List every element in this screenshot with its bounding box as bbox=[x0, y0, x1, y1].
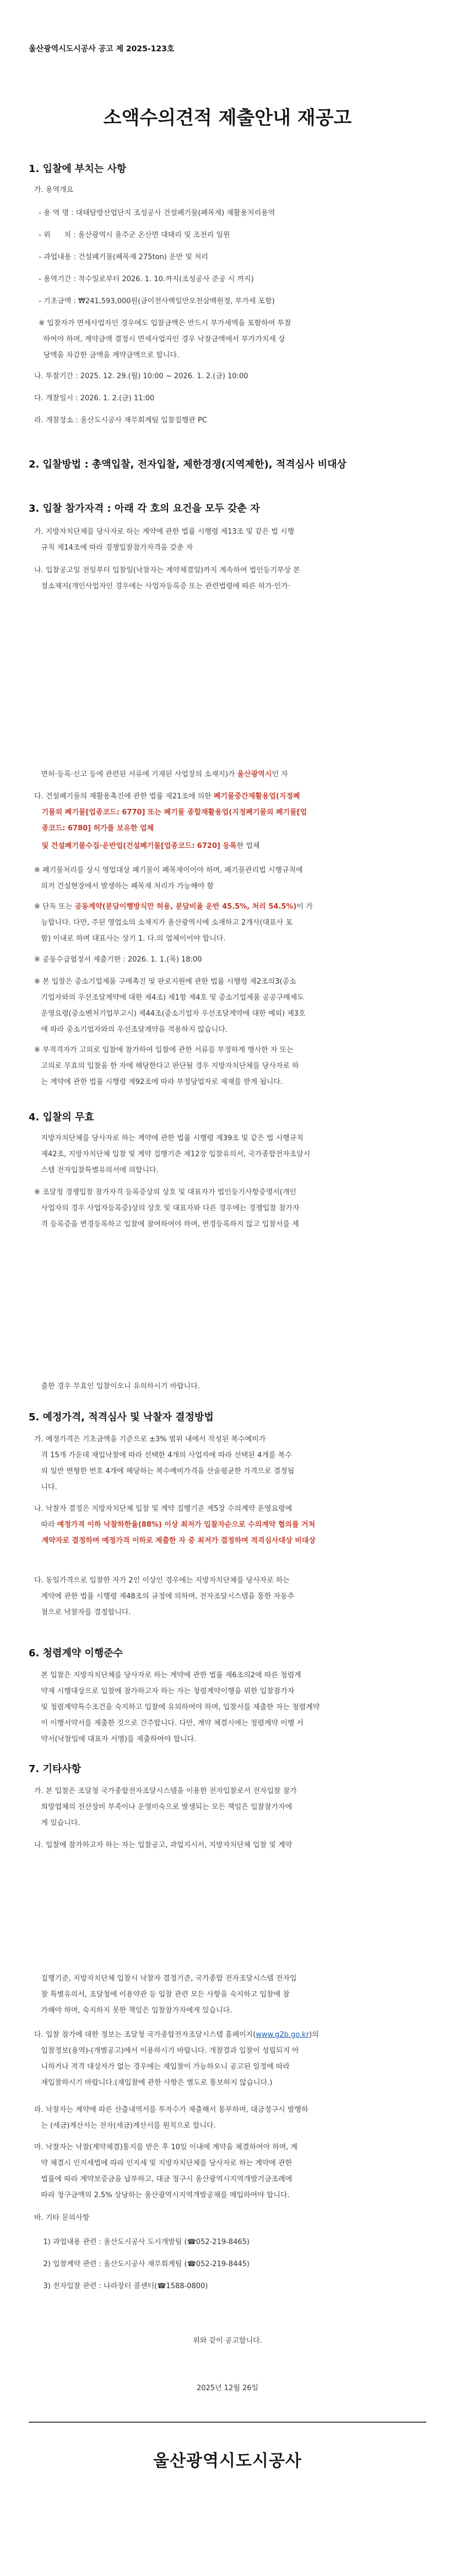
s3-c-region: 울산광역시 bbox=[237, 770, 272, 779]
s3-n1: ※ 폐기물처리를 상시 영업대상 폐기물이 폐목재이어야 하며, 폐기물관리법 시행규칙에 의거 건설현장에서 발생하는 폐목재 처리가 가능해야 함 bbox=[34, 866, 303, 890]
s5-b-text: 나. 낙찰자 결정은 지방자치단체 입찰 및 계약 집행기준 제5장 수의계약 운영요령에 따라 bbox=[34, 1505, 292, 1529]
s3-n4: ※ 본 입찰은 중소기업제품 구매촉진 및 판로지원에 관한 법률 시행령 제2조의3(중소 기업자와의 우선조달계약에 대한 제4조) 제1항 제4호 및 중소기업제품 공공구매제도 운영요령(중소벤처기업부고시) 제44조(중소기업자 우선조달계약에 대한 예외) 제3호 에 따라 중소기업자와의 우선조달계약을 적용하지 않습니다. bbox=[34, 978, 306, 1034]
s5-b-decision-2: 하며 예정가격 이하로 제출한 자 중 최저가 결정하며 적격심사대상 비대상 bbox=[85, 1537, 316, 1545]
s3-d2-end: 한 업체 bbox=[236, 842, 260, 850]
s3-b: 나. 입찰공고일 전일부터 입찰일(낙찰자는 계약체결일)까지 계속하여 법인등기부상 본 점소재지(개인사업자인 경우에는 사업자등록증 또는 관련법령에 따른 허가·인가· bbox=[34, 566, 300, 591]
s3-n5: ※ 부적격자가 고의로 입찰에 참가하여 입찰에 관한 서류를 부정하게 행사한 자 또는 고의로 무효의 입찰을 한 자에 해당한다고 판단될 경우 지방자치단체를 당사자로 하 는 계약에 관한 법률 시행령 제92조에 따라 부정당업자로 제재를 받게 됩니다. bbox=[34, 1046, 299, 1086]
s5-a: 가. 예정가격은 기초금액을 기준으로 ±3% 범위 내에서 작성된 복수예비가 격 15개 가운데 재입낙찰에 따라 선택한 4개의 사업자에 따라 선택된 4개를 복수 의 일반 변형한 번호 4개에 해당하는 복수예비가격을 산술평균한 가격으로 결정됩 니다. bbox=[34, 1435, 295, 1491]
s1-a5: - 기초금액 : ₩241,593,000원(금이천사백일만오천삼백원정, 부가세 포함) bbox=[34, 297, 275, 305]
s3-c-end: 인 자 bbox=[272, 770, 288, 779]
section-3-heading: 3. 입찰 참가자격 : 아래 각 호의 요건을 모두 갖춘 자 bbox=[29, 503, 260, 514]
organization-name: 울산광역시도시공사 bbox=[153, 2451, 302, 2471]
s3-n2-text: ※ 단독 또는 bbox=[34, 903, 75, 911]
s1-a2: - 위 치 : 울산광역시 울주군 온산면 대태리 및 조전리 일원 bbox=[34, 231, 230, 239]
s3-d2 bbox=[34, 838, 421, 854]
s1-a-note: ※ 입찰자가 면세사업자인 경우에도 입찰금액은 반드시 부가세액을 포함하여 투찰 하여야 하며, 계약금액 결정시 면세사업자인 경우 낙찰금액에서 부가가치세 상 당액을 차감한 금액을 계약금액으로 합니다. bbox=[39, 319, 291, 359]
section-5-heading: 5. 예정가격, 적격심사 및 낙찰자 결정방법 bbox=[29, 1412, 214, 1423]
closing-text: 위와 같이 공고합니다. bbox=[193, 2337, 262, 2345]
s7-b2: 집행기준, 지방자치단체 입찰시 낙찰자 결정기준, 국가종합 전자조달시스템 전자입 찰 특별유의서, 조달청에 이용약관 등 입찰 관련 모든 사항을 숙지하고 입찰에 참 가해야 하며, 숙지하지 못한 책임은 입찰참가자에게 있습니다. bbox=[41, 1974, 297, 2015]
s3-d-text: 다. 건설폐기물의 재활용촉진에 관한 법률 제21조에 의한 bbox=[34, 792, 214, 801]
s1-a4: - 용역기간 : 착수일로부터 2026. 1. 10.까지(조성공사 준공 시 까지) bbox=[34, 275, 254, 283]
notice-number: 울산광역시도시공사 공고 제 2025-123호 bbox=[29, 45, 175, 53]
section-2-heading: 2. 입찰방법 : 총액입찰, 전자입찰, 제한경쟁(지역제한), 적격심사 비대상 bbox=[29, 459, 346, 470]
s1-a1: - 용 역 명 : 대태탐방산업단지 조성공사 건설폐기물(폐목재) 재활용처리용역 bbox=[34, 209, 275, 217]
s6-p1: 본 입찰은 지방자치단체를 당사자로 하는 계약에 관한 법률 제6조의2에 따른 청렴계 약제 시행대상으로 입찰에 참가하고자 하는 자는 청렴계약이행을 위한 입찰참가자 및 청렴계약특수조건을 숙지하고 입찰에 유의하여야 하며, 입찰서를 제출한 자는 청렴계약 이 이행서약서를 제출한 것으로 간주합니다. 다만, 계약 체결시에는 청렴계약 이행 서 약서(낙찰일에 대표자 서명)를 제출하여야 합니다. bbox=[41, 1671, 320, 1743]
s3-n2-joint: 공동계약(분담이행방식만 허용, 분담비율 운반 45.5%, 처리 54.5%) bbox=[74, 903, 297, 911]
section-4-heading: 4. 입찰의 무효 bbox=[29, 1112, 94, 1123]
s1-a3: - 과업내용 : 건설폐기물(폐목재 275ton) 운반 및 처리 bbox=[34, 253, 208, 261]
s5-c: 다. 동일가격으로 입찰한 자가 2인 이상인 경우에는 지방자치단체를 당사자로 하는 계약에 관한 법률 시행령 제48조의 규정에 의하며, 전자조달시스템을 통한 자동추 첨으로 낙찰자를 결정합니다. bbox=[34, 1576, 295, 1617]
s3-d2-license: 및 건설폐기물수집·운반업(건설폐기물[업종코드: 6720] 등록 bbox=[34, 842, 237, 850]
s3-c-text: 면허·등록·신고 등에 관련된 서류에 기재된 사업장의 소재지)가 bbox=[34, 770, 237, 779]
s7-c-end: )의 입찰정보(용역)-(개별공고)에서 이용하시기 바랍니다. 개찰결과 입찰이 성립되지 아 니하거나 적격 대상자가 없는 경우에는 재입찰이 가능하오니 공고된 일정에 따라 재입찰하시기 바랍니다.(재입찰에 관한 사항은 별도로 통보하지 않습니다.) bbox=[41, 2031, 319, 2087]
s7-f1: 1) 과업내용 관련 : 울산도시공사 도시개발팀 (☎052-219-8465) bbox=[34, 2238, 250, 2246]
s3-a: 가. 지방자치단체를 당사자로 하는 계약에 관한 법률 시행령 제13조 및 같은 법 시행 규칙 제14조에 따라 경쟁입찰참가자격을 갖춘 자 bbox=[34, 528, 295, 552]
section-1-heading: 1. 입찰에 부치는 사항 bbox=[29, 163, 127, 175]
s3-c bbox=[34, 766, 421, 782]
s7-c-text: 다. 입찰 참가에 대한 정보는 조달청 국가종합전자조달시스템 홈페이지( bbox=[34, 2031, 256, 2039]
s7-e: 마. 낙찰자는 낙찰(계약체결)통지를 받은 후 10일 이내에 계약을 체결하여야 하며, 계 약 체결시 인지세법에 따라 인지세 및 지방자치단체를 당사자로 하는 계약에 관한 법률에 따라 계약보증금을 납부하고, 대금 청구시 울산광역시지역개발기금조례에 따라 청구금액의 2.5% 상당하는 울산광역시지역개발공채를 매입하여야 합니다. bbox=[34, 2143, 298, 2199]
s7-f3: 3) 전자입찰 관련 : 나라장터 콜센터(☎1588-0800) bbox=[34, 2282, 208, 2290]
s5-b bbox=[34, 1501, 421, 1549]
s7-b: 나. 입찰에 참가하고자 하는 자는 입찰공고, 과업지시서, 지방자치단체 입찰 및 계약 bbox=[34, 1841, 292, 1849]
s3-n2-end: 이 가 능합니다. 다만, 주된 영업소의 소재지가 울산광역시에 소재하고 2개사(대표사 포 함) 이내로 하며 대표사는 상기 1. 다.의 업체이어야 합니다. bbox=[41, 903, 313, 943]
s3-n2 bbox=[34, 899, 421, 947]
s4-p1: 지방자치단체를 당사자로 하는 계약에 관한 법률 시행령 제39조 및 같은 법 시행규칙 제42조, 지방자치단체 입찰 및 계약 집행기준 제12장 입찰유의서, 국가종합전자조달시 스템 전자입찰특별유의서에 의합니다. bbox=[41, 1134, 311, 1174]
s1-c: 다. 개찰일시 : 2026. 1. 2.(금) 11:00 bbox=[34, 394, 155, 402]
s3-d bbox=[34, 788, 421, 836]
s4-n1b: 출한 경우 무효인 입찰이오니 유의하시기 바랍니다. bbox=[34, 1382, 200, 1391]
s7-a: 가. 본 입찰은 조달청 국가종합전자조달시스템을 이용한 전자입찰로서 전자입찰 참가 희망업체의 전산장비 부족이나 운영미숙으로 발생되는 모든 책임은 입찰참가자에 게 있습니다. bbox=[34, 1787, 297, 1827]
s3-d-license: 폐기물중간재활용업(지정폐 기물외 폐기물[업종코드: 6770] 또는 폐기물 종합재활용업(지정폐기물외 폐기물[업 종코드: 6780] 허가를 보유한 업체 bbox=[41, 792, 307, 833]
s7-c bbox=[34, 2027, 421, 2091]
page-title: 소액수의견적 제출안내 재공고 bbox=[103, 107, 352, 129]
footer-divider bbox=[29, 2422, 426, 2423]
s1-a: 가. 용역개요 bbox=[34, 186, 74, 194]
section-7-heading: 7. 기타사항 bbox=[29, 1763, 82, 1775]
s5-b-decision: 예정가격 이하 낙찰하한율(88%) 이상 최저가 입찰자순으로 수의계약 협의를 거쳐 계약자로 결정 bbox=[41, 1521, 316, 1545]
notice-date: 2025년 12월 26일 bbox=[196, 2384, 259, 2392]
s7-f: 바. 기타 문의사항 bbox=[34, 2214, 90, 2222]
s1-b: 나. 투찰기간 : 2025. 12. 29.(월) 10:00 ~ 2026. 1. 2.(금) 10:00 bbox=[34, 372, 248, 380]
s4-n1: ※ 조달청 경쟁입찰 참가자격 등록증상의 상호 및 대표자가 법인등기사항증명서(개인 사업자의 경우 사업자등록증)상의 상호 및 대표자와 다른 경우에는 경쟁입찰 참가자 격 등록증을 변경등록하고 입찰에 참여하여야 하며, 변경등록하지 않고 입찰서를 제 bbox=[34, 1188, 300, 1228]
s7-d: 라. 낙찰자는 계약에 따른 산출내역서를 투자수가 제출해서 통부하며, 대금정구시 발행하 는 (세금)계산서는 전자(세금)계산서를 원칙으로 합니다. bbox=[34, 2106, 308, 2130]
s1-d: 라. 개찰장소 : 울산도시공사 재무회계팀 입찰집행관 PC bbox=[34, 416, 207, 425]
s3-n3: ※ 공동수급협정서 제출기한 : 2026. 1. 1.(목) 18:00 bbox=[34, 956, 202, 964]
s7-f2: 2) 입찰계약 관련 : 울산도시공사 재무회계팀 (☎052-219-8445) bbox=[34, 2260, 250, 2268]
g2b-link[interactable]: www.g2b.go.kr bbox=[256, 2031, 310, 2039]
section-6-heading: 6. 청렴계약 이행준수 bbox=[29, 1647, 123, 1659]
